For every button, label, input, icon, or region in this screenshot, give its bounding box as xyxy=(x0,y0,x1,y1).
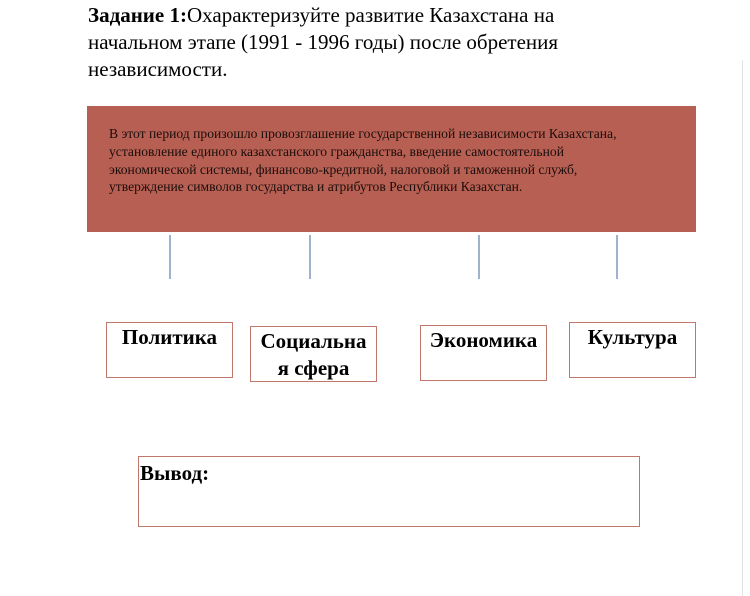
category-label-social: Социальна я сфера xyxy=(260,329,367,380)
category-label-culture: Культура xyxy=(587,325,678,349)
connector-line-culture xyxy=(616,235,618,279)
task-label: Задание 1: xyxy=(88,3,187,27)
connector-line-politics xyxy=(169,235,171,279)
summary-banner xyxy=(87,106,696,232)
task-heading xyxy=(88,2,648,83)
category-label-politics: Политика xyxy=(121,325,218,349)
conclusion-box[interactable] xyxy=(138,456,640,527)
connector-line-economy xyxy=(478,235,480,279)
task-text: Охарактеризуйте развитие Казахстана на начальном этапе (1991 - 1996 годы) после обретения независимости. xyxy=(88,3,559,81)
connector-line-social xyxy=(309,235,311,279)
category-box-economy xyxy=(420,325,547,381)
category-box-culture xyxy=(569,322,696,378)
category-label-economy: Экономика xyxy=(429,328,538,352)
page-edge-line xyxy=(742,60,743,596)
category-box-politics xyxy=(106,322,233,378)
category-box-social xyxy=(250,326,377,382)
summary-text: В этот период произошло провозглашение государственной независимости Казахстана, установление единого казахстанского гражданства, введение самостоятельной экономической системы, финансово-кредитной, налоговой и таможенной служб, утверждение символов государства и атрибутов Республики Казахстан. xyxy=(109,126,617,195)
conclusion-label: Вывод: xyxy=(140,461,210,485)
